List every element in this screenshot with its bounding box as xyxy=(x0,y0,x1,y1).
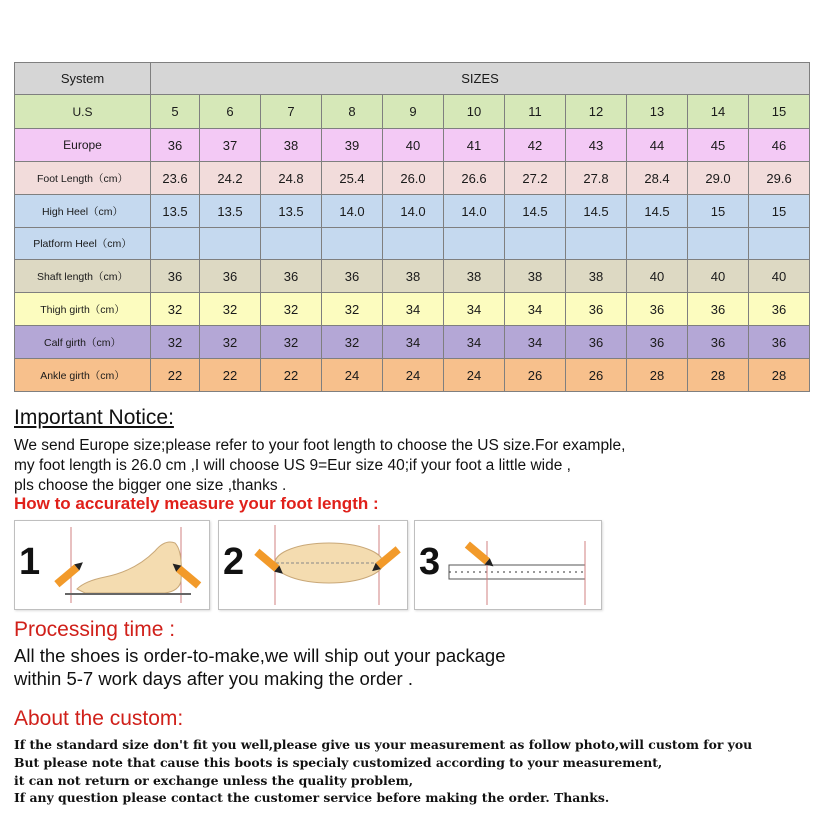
row-label: High Heel（cm） xyxy=(15,195,151,228)
row-foot-length xyxy=(15,162,810,195)
size-cell: 15 xyxy=(688,195,749,228)
size-cell xyxy=(383,228,444,260)
size-cell: 29.6 xyxy=(749,162,810,195)
size-cell: 36 xyxy=(627,293,688,326)
notice-line: We send Europe size;please refer to your foot length to choose the US size.For example, xyxy=(14,437,626,454)
size-cell: 34 xyxy=(383,293,444,326)
row-platform-heel xyxy=(15,228,810,260)
size-cell: 32 xyxy=(322,293,383,326)
row-label: Calf girth（cm） xyxy=(15,326,151,359)
row-ankle-girth xyxy=(15,359,810,392)
size-cell: 13 xyxy=(627,95,688,129)
size-cell: 36 xyxy=(627,326,688,359)
size-cell: 40 xyxy=(627,260,688,293)
size-cell: 38 xyxy=(566,260,627,293)
row-thigh-girth xyxy=(15,293,810,326)
size-cell: 26.0 xyxy=(383,162,444,195)
size-cell: 38 xyxy=(444,260,505,293)
size-cell xyxy=(444,228,505,260)
row-label: Shaft length（cm） xyxy=(15,260,151,293)
step-number: 3 xyxy=(419,541,441,583)
size-cell: 6 xyxy=(200,95,261,129)
custom-line: If any question please contact the customer service before making the order. Thanks. xyxy=(14,790,610,806)
processing-title: Processing time : xyxy=(14,618,176,641)
size-cell: 13.5 xyxy=(200,195,261,228)
custom-text xyxy=(14,736,829,807)
size-cell: 40 xyxy=(688,260,749,293)
size-cell: 34 xyxy=(505,293,566,326)
size-cell: 32 xyxy=(151,293,200,326)
measure-title: How to accurately measure your foot length : xyxy=(14,494,379,513)
size-cell: 28 xyxy=(688,359,749,392)
size-cell: 14.0 xyxy=(322,195,383,228)
processing-line: within 5-7 work days after you making the order . xyxy=(14,668,413,689)
size-cell: 46 xyxy=(749,129,810,162)
size-cell: 23.6 xyxy=(151,162,200,195)
size-cell: 36 xyxy=(151,260,200,293)
size-cell: 13.5 xyxy=(151,195,200,228)
size-cell: 32 xyxy=(200,293,261,326)
size-cell: 14 xyxy=(688,95,749,129)
size-cell: 40 xyxy=(383,129,444,162)
size-cell: 15 xyxy=(749,195,810,228)
row-label: Platform Heel（cm） xyxy=(15,228,151,260)
notice-line: pls choose the bigger one size ,thanks . xyxy=(14,477,287,494)
processing-line: All the shoes is order-to-make,we will ship out your package xyxy=(14,645,506,666)
size-cell: 36 xyxy=(151,129,200,162)
foot-side-illustration xyxy=(15,521,209,609)
row-high-heel xyxy=(15,195,810,228)
row-shaft-length xyxy=(15,260,810,293)
size-cell xyxy=(151,228,200,260)
size-cell: 27.8 xyxy=(566,162,627,195)
size-cell: 36 xyxy=(566,326,627,359)
row-label: Foot Length（cm） xyxy=(15,162,151,195)
size-cell: 34 xyxy=(505,326,566,359)
processing-text xyxy=(14,644,506,690)
size-cell: 43 xyxy=(566,129,627,162)
size-cell xyxy=(322,228,383,260)
foot-top-illustration xyxy=(219,521,407,609)
size-cell: 36 xyxy=(200,260,261,293)
row-label: Ankle girth（cm） xyxy=(15,359,151,392)
size-cell: 28 xyxy=(749,359,810,392)
size-cell: 14.0 xyxy=(383,195,444,228)
row-calf-girth xyxy=(15,326,810,359)
size-cell: 25.4 xyxy=(322,162,383,195)
size-cell: 24.2 xyxy=(200,162,261,195)
size-cell: 32 xyxy=(200,326,261,359)
size-cell: 24 xyxy=(444,359,505,392)
size-cell: 10 xyxy=(444,95,505,129)
size-cell: 14.5 xyxy=(627,195,688,228)
size-cell: 14.5 xyxy=(566,195,627,228)
size-cell: 36 xyxy=(566,293,627,326)
size-cell: 36 xyxy=(688,293,749,326)
size-cell: 28.4 xyxy=(627,162,688,195)
size-cell xyxy=(200,228,261,260)
size-cell: 38 xyxy=(261,129,322,162)
size-cell: 34 xyxy=(444,326,505,359)
size-cell: 36 xyxy=(322,260,383,293)
size-cell: 27.2 xyxy=(505,162,566,195)
size-cell xyxy=(749,228,810,260)
size-cell: 15 xyxy=(749,95,810,129)
size-cell xyxy=(505,228,566,260)
custom-title: About the custom: xyxy=(14,707,184,730)
row-label: Thigh girth（cm） xyxy=(15,293,151,326)
size-cell: 26 xyxy=(566,359,627,392)
system-header-cell: System xyxy=(15,63,151,95)
size-cell: 34 xyxy=(444,293,505,326)
size-cell: 22 xyxy=(200,359,261,392)
measure-step-1-panel xyxy=(14,520,210,610)
size-cell: 11 xyxy=(505,95,566,129)
size-cell: 26.6 xyxy=(444,162,505,195)
size-cell xyxy=(261,228,322,260)
size-cell: 45 xyxy=(688,129,749,162)
size-cell: 14.5 xyxy=(505,195,566,228)
size-cell: 24 xyxy=(383,359,444,392)
step-number: 1 xyxy=(19,541,41,583)
step-number: 2 xyxy=(223,541,245,583)
size-cell: 9 xyxy=(383,95,444,129)
size-cell xyxy=(627,228,688,260)
ruler-illustration xyxy=(415,521,601,609)
row-label: Europe xyxy=(15,129,151,162)
size-cell: 22 xyxy=(151,359,200,392)
size-cell: 14.0 xyxy=(444,195,505,228)
size-cell: 44 xyxy=(627,129,688,162)
size-cell: 36 xyxy=(688,326,749,359)
size-cell: 41 xyxy=(444,129,505,162)
row-us xyxy=(15,95,810,129)
notice-text xyxy=(14,436,814,496)
size-cell: 22 xyxy=(261,359,322,392)
size-cell xyxy=(688,228,749,260)
custom-line: But please note that cause this boots is specialy customized according to your measurement, xyxy=(14,754,663,770)
size-cell: 39 xyxy=(322,129,383,162)
size-cell: 32 xyxy=(261,293,322,326)
notice-title: Important Notice: xyxy=(14,406,174,429)
size-cell: 7 xyxy=(261,95,322,129)
size-cell: 12 xyxy=(566,95,627,129)
size-cell: 38 xyxy=(383,260,444,293)
sizes-header-cell: SIZES xyxy=(151,63,810,95)
size-cell: 24.8 xyxy=(261,162,322,195)
custom-line: it can not return or exchange unless the quality problem, xyxy=(14,772,414,788)
size-chart-table xyxy=(14,62,810,392)
size-cell: 28 xyxy=(627,359,688,392)
size-cell: 32 xyxy=(322,326,383,359)
size-cell: 42 xyxy=(505,129,566,162)
size-cell: 29.0 xyxy=(688,162,749,195)
size-cell: 34 xyxy=(383,326,444,359)
size-cell: 24 xyxy=(322,359,383,392)
row-europe xyxy=(15,129,810,162)
size-cell xyxy=(566,228,627,260)
size-cell: 32 xyxy=(151,326,200,359)
custom-line: If the standard size don't fit you well,please give us your measurement as follow photo,will custom for you xyxy=(14,737,753,752)
size-cell: 32 xyxy=(261,326,322,359)
row-label: U.S xyxy=(15,95,151,129)
size-cell: 5 xyxy=(151,95,200,129)
size-cell: 8 xyxy=(322,95,383,129)
size-cell: 37 xyxy=(200,129,261,162)
size-cell: 26 xyxy=(505,359,566,392)
measure-step-3-panel xyxy=(414,520,602,610)
measure-step-2-panel xyxy=(218,520,408,610)
size-cell: 36 xyxy=(749,293,810,326)
size-cell: 36 xyxy=(749,326,810,359)
size-cell: 36 xyxy=(261,260,322,293)
table-header-row xyxy=(15,63,810,95)
size-cell: 13.5 xyxy=(261,195,322,228)
size-cell: 38 xyxy=(505,260,566,293)
notice-line: my foot length is 26.0 cm ,I will choose US 9=Eur size 40;if your foot a little wide , xyxy=(14,457,571,474)
size-cell: 40 xyxy=(749,260,810,293)
